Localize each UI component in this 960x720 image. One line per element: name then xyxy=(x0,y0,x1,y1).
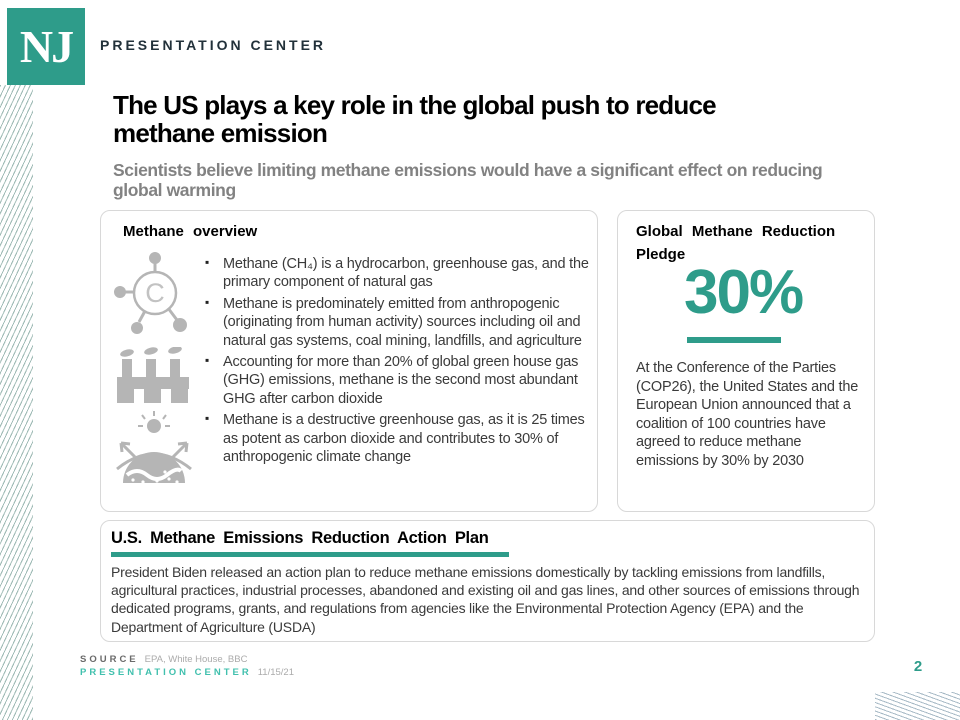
action-plan-underline xyxy=(111,552,509,557)
overview-bullet: ▪ Accounting for more than 20% of global green house gas (GHG) emissions, methane is the second most abundant GHG after carbon dioxide xyxy=(199,353,591,408)
presentation-center-header: PRESENTATION CENTER xyxy=(100,37,327,53)
overview-bullet-list xyxy=(199,255,591,469)
footer-center-line xyxy=(80,667,294,678)
source-label: SOURCE xyxy=(80,654,139,665)
presentation-center-label: PRESENTATION CENTER xyxy=(80,667,252,678)
pledge-body-text: At the Conference of the Parties (COP26), the United States and the European Union announced that a coalition of 100 countries have agreed to reduce methane emissions by 30% by 2030 xyxy=(636,360,859,469)
svg-text:C: C xyxy=(145,278,165,308)
action-plan-card xyxy=(100,520,875,642)
action-plan-heading: U.S. Methane Emissions Reduction Action Plan xyxy=(111,529,489,547)
pledge-stat-underline xyxy=(687,337,781,343)
pledge-card-heading: Global Methane Reduction Pledge xyxy=(636,223,836,263)
globe-warming-icon xyxy=(113,409,195,485)
overview-bullet: ▪ Methane is predominately emitted from anthropogenic (originating from human activity) sources including oil and natural gas systems, coal mining, landfills, and agriculture xyxy=(199,295,591,350)
global-pledge-card xyxy=(617,210,875,512)
nj-logo xyxy=(7,8,85,85)
overview-card-heading: Methane overview xyxy=(123,223,258,240)
pledge-stat-30-percent: 30% xyxy=(684,258,803,327)
footer-date: 11/15/21 xyxy=(257,667,294,678)
overview-bullet: ▪ Methane is a destructive greenhouse gas, as it is 25 times as potent as carbon dioxide and contributes to 30% of anthropogenic climate change xyxy=(199,411,591,466)
slide-subtitle: Scientists believe limiting methane emissions would have a significant effect on reducing global warming xyxy=(113,160,823,201)
nj-logo-text: NJ xyxy=(19,21,73,72)
footer-source-line xyxy=(80,654,247,665)
factory-emissions-icon xyxy=(113,347,193,405)
bottom-right-hatch-decoration xyxy=(875,692,960,720)
overview-bullet: ▪ Methane (CH₄) is a hydrocarbon, greenhouse gas, and the primary component of natural gas xyxy=(199,255,591,292)
source-value: EPA, White House, BBC xyxy=(144,654,248,665)
left-diagonal-hatch-decoration xyxy=(0,85,33,720)
action-plan-body-text: President Biden released an action plan to reduce methane emissions domestically by tackling emissions from landfills, agricultural practices, industrial processes, abandoned and existing oil and gas lines, and other sources of emissions through dedicated programs, grants, and regulations from agencies like the Environmental Protection Agency (EPA) and the Department of Agriculture (USDA) xyxy=(111,564,860,635)
page-number: 2 xyxy=(913,658,923,675)
molecule-icon xyxy=(113,251,193,339)
slide-title: The US plays a key role in the global push to reduce methane emission xyxy=(113,90,716,148)
methane-overview-card xyxy=(100,210,598,512)
